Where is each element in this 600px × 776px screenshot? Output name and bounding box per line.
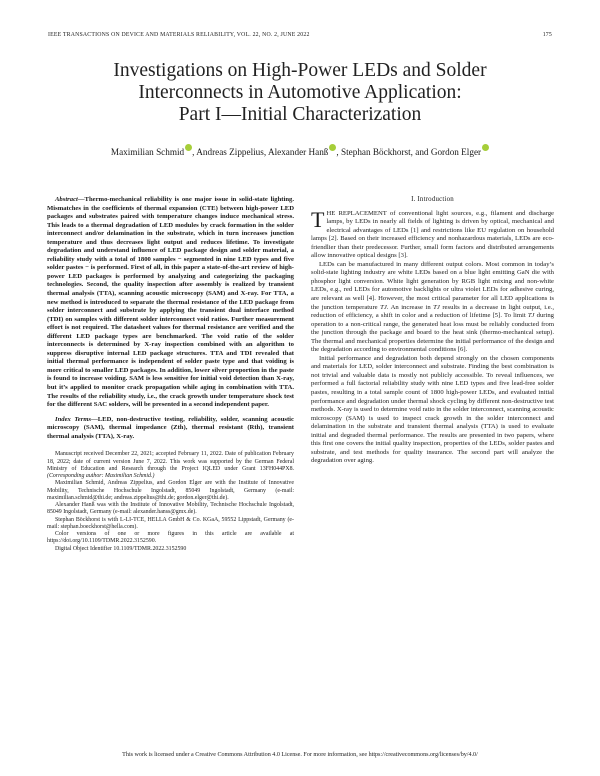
abstract-text: —Thermo-mechanical reliability is one major issue in solid-state lighting. Mismatches in the coefficients of thermal expansion (CTE) between high-power LED packages and substrates paired with temperature changes induce mechanical stress. This leads to a thermal degradation of LED modules by crack formation in the solder interconnect and/or delamination in the substrate, which in turn increases junction temperature and thus decreases light output and reduces lifetime. To investigate degradation and understand influence of LED package design and solder material, a reliability study with a total of 1800 samples − segmented in nine LED types and five solder pastes − is performed. First of all, in this paper a state-of-the-art review of high-power LED packages is performed by analyzing and categorizing the packaging technologies. Second, the quality inspection after assembly is realized by transient thermal analysis (TTA), scanning acoustic microscopy (SAM) and X-ray. For TTA, a new method is introduced to separate the thermal resistance of the LED package from solder interconnect and substrate by applying the transient dual interface method (TDI) on samples with different solder interconnect void ratios. Further measurement effort is not required. The datasheet values for thermal resistance are verified and the different LED package types are benchmarked. The void ratio of the solder interconnects is determined by X-ray inspection combined with an algorithm to suppress disruptive internal LED package structures. TTA and TDI revealed that initial thermal performance is independent of solder paste type and that voiding is more critical to smaller LED packages. In addition, lower silver proportion in the paste is found to increase voiding. SAM is less sensitive for initial void detection than X-ray, but it’s applied to monitor crack propagation while aging in combination with TTA. The results of the reliability study, i.e., the crack growth under temperature shock test for the different SAC solders, will be presented in a second independent paper. bbox=[47, 196, 294, 409]
footnotes bbox=[47, 451, 294, 553]
author-3: , Stephan Böckhorst, and Gordon Elger bbox=[336, 147, 482, 158]
paper-title bbox=[40, 60, 560, 126]
section-heading-introduction: I. Introduction bbox=[411, 196, 454, 203]
title-line-2: Interconnects in Automotive Application: bbox=[138, 82, 462, 103]
footnote-affiliation-2: Alexander Hanß was with the Institute of Innovative Mobility, Technische Hochschule Ingolstadt, 85049 Ingolstadt, Germany (e-mail: alexander.hanss@gmx.de). bbox=[47, 502, 294, 516]
title-line-1: Investigations on High-Power LEDs and Solder bbox=[113, 60, 487, 81]
footnote-color: Color versions of one or more figures in this article are available at https://doi.org/10.1109/TDMR.2022.3152590. bbox=[47, 531, 294, 545]
footnote-affiliation-1: Maximilian Schmid, Andreas Zippelius, and Gordon Elger are with the Institute of Innovative Mobility, Technische Hochschule Ingolstadt, 85049 Ingolstadt, Germany (e-mail: maximilian.schmid@thi.de; andreas.zippelius@thi.de; gordon.elger@thi.de). bbox=[47, 480, 294, 501]
index-terms bbox=[47, 416, 294, 442]
tj-symbol: TJ bbox=[380, 303, 387, 311]
index-terms-label: Index Terms bbox=[55, 415, 92, 423]
left-column bbox=[47, 196, 294, 553]
tj-symbol: TJ bbox=[527, 312, 535, 320]
page-number: 175 bbox=[542, 32, 552, 38]
intro-paragraph-2: LEDs can be manufactured in many different output colors. Most common in today’s solid-state lighting industry are white LEDs based on a blue light emitting GaN die with phosphor light conversion. White light generation by RGB light mixing and non-white LEDs, e.g., red LEDs for automotive backlights or ultra violet LEDs for adhesive curing, are relevant as well [4]. However, the most critical parameter for all LED applications is the junction temperature TJ. An increase in TJ results in a decrease in light output, i.e., reduction of efficiency, a shift in color and a reduction of lifetime [5]. To limit TJ during operation to a non-critical range, the generated heat loss must be reliably conducted from the junction through the package and board to the heat sink (thermo-mechanical setup). The thermal and mechanical properties determine the initial performance of the design and the degradation according to environmental conditions [6]. bbox=[311, 260, 555, 354]
journal-header: IEEE TRANSACTIONS ON DEVICE AND MATERIALS RELIABILITY, VOL. 22, NO. 2, JUNE 2022 bbox=[48, 32, 310, 38]
author-1: Maximilian Schmid bbox=[110, 147, 185, 158]
index-terms-text: —LED, non-destructive testing, reliability, solder, scanning acoustic microscopy (SAM), thermal impedance (Zth), thermal resistant (Rth), transient thermal analysis (TTA), X-ray. bbox=[47, 415, 294, 440]
license-footer[interactable]: This work is licensed under a Creative Commons Attribution 4.0 License. For more information, see https://creativecommons.org/licenses/by/4.0/ bbox=[122, 752, 478, 758]
author-2: , Andreas Zippelius, Alexander Hanß bbox=[192, 147, 329, 158]
title-line-3: Part I—Initial Characterization bbox=[178, 104, 422, 125]
intro-paragraph-1: THE REPLACEMENT of conventional light sources, e.g., filament and discharge lamps, by LEDs in nearly all fields of lighting is driven by optical, mechanical and electrical advantages of LEDs [1] and restrictions like EU regulation on household lamps [2]. Based on their increased efficiency and nonhazardous materials, LEDs are eco-friendlier than their predecessor. Further, small form factors and distributed arrangements allow innovative optical designs [3]. bbox=[311, 206, 554, 260]
running-header bbox=[48, 32, 552, 42]
footnote-affiliation-3: Stephan Böckhorst is with L-LI-TCE, HELLA GmbH & Co. KGaA, 59552 Lippstadt, Germany (e-mail: stephan.boeckhorst@hella.com). bbox=[47, 516, 294, 530]
footnote-doi: Digital Object Identifier 10.1109/TDMR.2022.3152590 bbox=[55, 545, 187, 552]
orcid-icon[interactable] bbox=[482, 144, 489, 151]
author-list bbox=[40, 144, 560, 157]
right-column bbox=[311, 196, 554, 466]
abstract bbox=[47, 196, 294, 410]
corresponding-author: (Corresponding author: Maximilian Schmid.) bbox=[47, 473, 155, 480]
drop-cap: T bbox=[311, 206, 325, 232]
abstract-label: Abstract bbox=[55, 196, 78, 203]
footnote-manuscript: Manuscript received December 22, 2021; accepted February 11, 2022. Date of publication February 18, 2022; date of current version June 7, 2022. This work was supported by the German Federal Ministry of Education and Research through the Project IQLED under Grant 13FH044PX8. (Corresponding author: Maximilian Schmid.) bbox=[47, 451, 294, 480]
intro-paragraph-3: Initial performance and degradation both depend strongly on the chosen components and materials for LED, solder interconnect and substrate. Finding the best combination is not trivial and valuable data is mostly not publicly accessible. To reveal influences, we performed a full factorial reliability study with nine LED types and five lead-free solder pastes, resulting in a total sample count of 1800 high-power LEDs, and evaluated initial performance and degradation under thermal shock cycling by different non-destructive test methods. X-ray is used to determine void ratio in the solder interconnect, scanning acoustic microscopy (SAM) is used to inspect crack growth in the solder interconnect and delamination in the substrate and transient thermal analysis (TTA) is used to evaluate initial and degraded thermal performance. The results are presented in two papers, where this first one covers the initial quality inspection, properties of the LEDs, solder pastes and substrate, and test methods for quality insurance. The second part will analyze the degradation over aging. bbox=[311, 354, 554, 465]
tj-symbol: TJ bbox=[433, 303, 440, 311]
